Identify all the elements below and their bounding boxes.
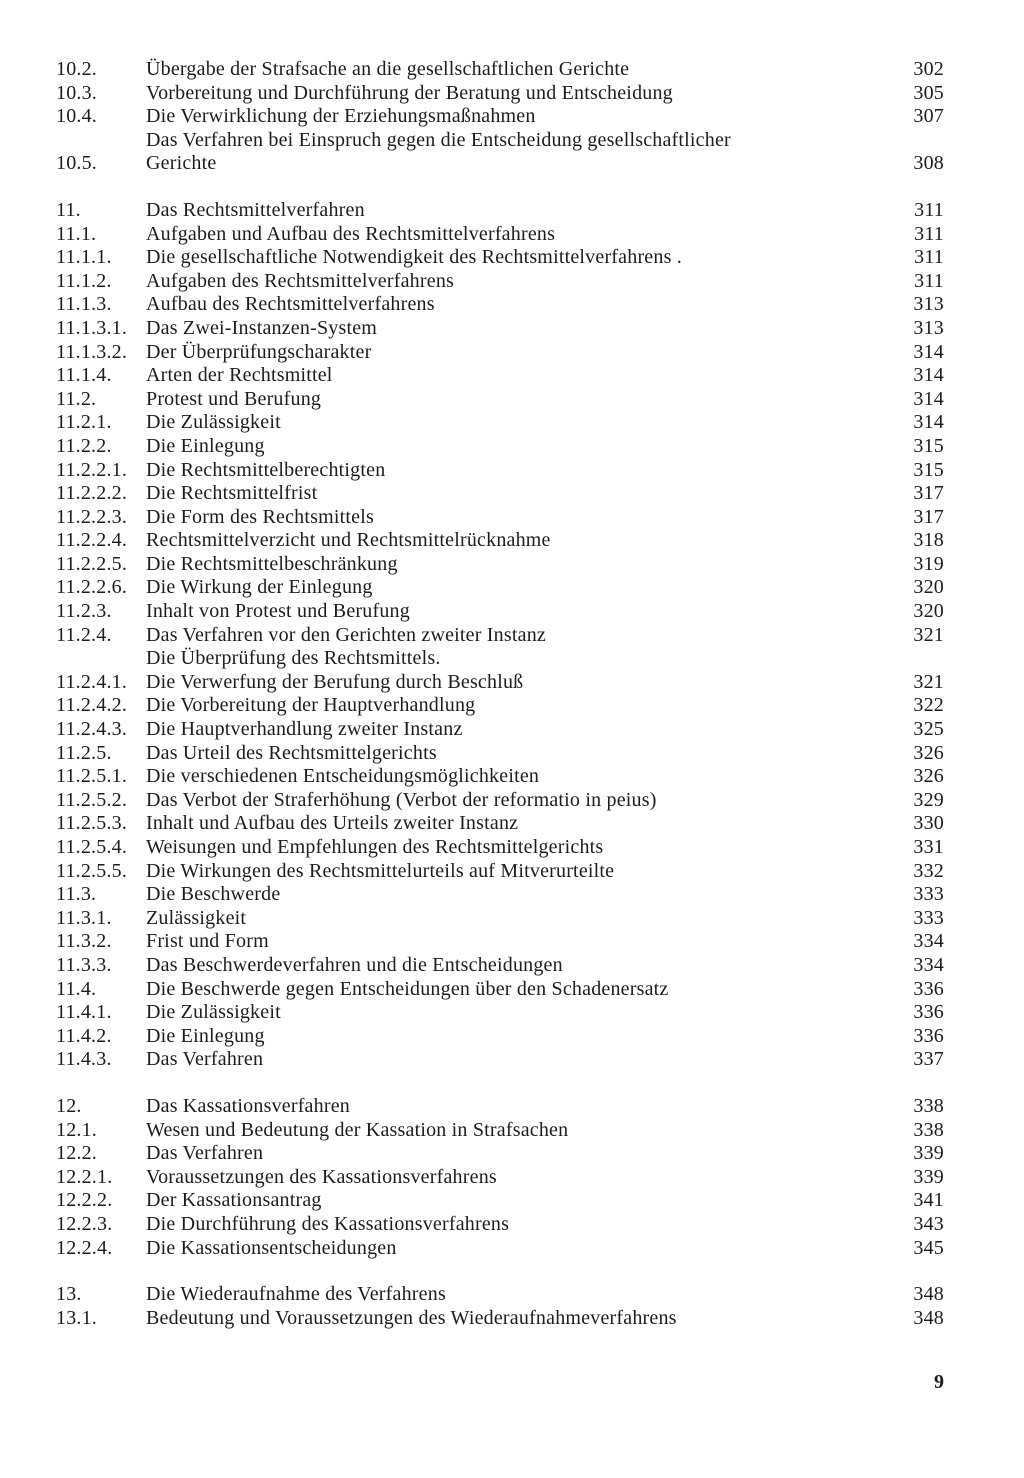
toc-entry-title-line: Die Wirkungen des Rechtsmittelurteils auf Mitverurteilte bbox=[146, 859, 615, 882]
toc-entry-page: 339 bbox=[913, 1165, 944, 1188]
toc-entry-title bbox=[146, 270, 884, 294]
toc-entry-number: 11.3. bbox=[56, 883, 97, 906]
toc-entry-title bbox=[146, 459, 884, 483]
toc-entry bbox=[56, 270, 956, 294]
toc-entry-number: 11.1.3.1. bbox=[56, 316, 128, 339]
toc-entry-page: 321 bbox=[913, 623, 944, 646]
toc-entry-page: 329 bbox=[913, 788, 944, 811]
toc-entry-title bbox=[146, 1048, 884, 1072]
toc-entry-title-line: Die Einlegung bbox=[146, 1024, 265, 1047]
toc-entry-title-line: Die verschiedenen Entscheidungsmöglichkeiten bbox=[146, 765, 540, 788]
toc-entry-title bbox=[146, 553, 884, 577]
toc-entry-title-line: Das Urteil des Rechtsmittelgerichts bbox=[146, 741, 437, 764]
toc-entry-page: 326 bbox=[913, 765, 944, 788]
toc-entry-page: 341 bbox=[913, 1189, 944, 1212]
toc-entry-title-line: Die Wiederaufnahme des Verfahrens bbox=[146, 1283, 446, 1306]
toc-section-12 bbox=[56, 1095, 956, 1260]
toc-entry-title bbox=[146, 1237, 884, 1261]
toc-entry-title bbox=[146, 105, 884, 129]
toc-entry-title-line: Das Verfahren vor den Gerichten zweiter Instanz bbox=[146, 623, 546, 646]
toc-entry-number: 11.2.2.6. bbox=[56, 576, 128, 599]
toc-entry-page: 334 bbox=[913, 930, 944, 953]
toc-entry-title bbox=[146, 907, 884, 931]
toc-entry-number: 11.2.3. bbox=[56, 600, 112, 623]
toc-entry-number: 11.4.1. bbox=[56, 1001, 112, 1024]
toc-entry-title-line: Die Verwerfung der Berufung durch Beschluß bbox=[146, 670, 524, 693]
toc-entry-number: 11.2. bbox=[56, 387, 97, 410]
toc-entry bbox=[56, 553, 956, 577]
toc-entry bbox=[56, 1119, 956, 1143]
toc-entry-number: 11.2.1. bbox=[56, 411, 112, 434]
toc-entry bbox=[56, 317, 956, 341]
toc-entry-page: 305 bbox=[913, 81, 944, 104]
toc-entry-title bbox=[146, 246, 884, 270]
toc-entry-title bbox=[146, 1189, 884, 1213]
toc-entry-number: 11.2.5.2. bbox=[56, 788, 128, 811]
toc-entry-title bbox=[146, 341, 884, 365]
toc-entry-page: 315 bbox=[913, 458, 944, 481]
toc-entry-page: 313 bbox=[913, 316, 944, 339]
toc-entry-title-line: Übergabe der Strafsache an die gesellschaftlichen Gerichte bbox=[146, 58, 630, 80]
toc-entry bbox=[56, 930, 956, 954]
toc-entry-number: 11.2.2.2. bbox=[56, 482, 128, 505]
toc-entry-title-line: Zulässigkeit bbox=[146, 906, 247, 929]
toc-entry-title-line: Das Beschwerdeverfahren und die Entscheidungen bbox=[146, 953, 563, 976]
toc-entry-number: 12.2.4. bbox=[56, 1236, 113, 1259]
toc-entry-number: 11.2.2.4. bbox=[56, 529, 128, 552]
toc-entry-number: 10.4. bbox=[56, 105, 97, 128]
toc-entry-title-line: Das Verfahren bbox=[146, 1048, 264, 1071]
toc-entry-title bbox=[146, 742, 884, 766]
toc-entry-title-line: Die Hauptverhandlung zweiter Instanz bbox=[146, 718, 463, 741]
toc-entry-title-line: Die Verwirklichung der Erziehungsmaßnahmen bbox=[146, 105, 536, 128]
toc-entry-title bbox=[146, 129, 884, 176]
toc-entry bbox=[56, 694, 956, 718]
toc-entry bbox=[56, 58, 956, 82]
toc-entry-title-line: Weisungen und Empfehlungen des Rechtsmittelgerichts bbox=[146, 836, 604, 858]
toc-entry-page: 332 bbox=[913, 859, 944, 882]
toc-entry-title bbox=[146, 1283, 884, 1307]
toc-entry-number: 11.4. bbox=[56, 977, 97, 1000]
toc-entry bbox=[56, 576, 956, 600]
section-spacer bbox=[56, 176, 956, 199]
toc-entry bbox=[56, 812, 956, 836]
toc-entry-title bbox=[146, 506, 884, 530]
toc-entry bbox=[56, 459, 956, 483]
toc-entry-page: 302 bbox=[913, 58, 944, 80]
toc-entry-page: 333 bbox=[913, 906, 944, 929]
toc-entry-title-line: Die gesellschaftliche Notwendigkeit des Rechtsmittelverfahrens . bbox=[146, 246, 682, 269]
toc-entry-number: 11.1. bbox=[56, 222, 97, 245]
toc-entry-title-line: Das Verbot der Straferhöhung (Verbot der reformatio in peius) bbox=[146, 788, 657, 811]
toc-entry bbox=[56, 860, 956, 884]
toc-entry-title bbox=[146, 860, 884, 884]
toc-entry-number: 12. bbox=[56, 1094, 82, 1117]
toc-entry bbox=[56, 246, 956, 270]
toc-entry-title-line: Das Rechtsmittelverfahren bbox=[146, 198, 365, 221]
toc-entry-page: 333 bbox=[913, 883, 944, 906]
toc-entry-number: 12.1. bbox=[56, 1118, 97, 1141]
toc-entry-number: 11.2.2. bbox=[56, 434, 112, 457]
toc-entry bbox=[56, 223, 956, 247]
toc-entry-page: 337 bbox=[913, 1048, 944, 1071]
toc-entry-page: 338 bbox=[913, 1118, 944, 1141]
toc-entry-title bbox=[146, 529, 884, 553]
toc-entry bbox=[56, 411, 956, 435]
toc-entry-title-line: Aufbau des Rechtsmittelverfahrens bbox=[146, 293, 435, 316]
page-number: 9 bbox=[934, 1371, 944, 1393]
toc-entry-page: 311 bbox=[914, 198, 944, 221]
toc-entry-title bbox=[146, 1095, 884, 1119]
table-of-contents bbox=[56, 58, 956, 1330]
toc-entry-title-line: Der Kassationsantrag bbox=[146, 1189, 322, 1212]
toc-entry-page: 311 bbox=[914, 269, 944, 292]
toc-entry-number: 11.1.2. bbox=[56, 269, 112, 292]
toc-entry-page: 336 bbox=[913, 1024, 944, 1047]
toc-entry-title bbox=[146, 1166, 884, 1190]
toc-entry bbox=[56, 341, 956, 365]
toc-entry-title bbox=[146, 647, 884, 694]
toc-entry-title bbox=[146, 364, 884, 388]
toc-entry-page: 317 bbox=[913, 505, 944, 528]
toc-entry-number: 11.2.5.1. bbox=[56, 765, 128, 788]
toc-entry-number: 11.4.2. bbox=[56, 1024, 112, 1047]
toc-entry-title bbox=[146, 1213, 884, 1237]
toc-entry-title bbox=[146, 82, 884, 106]
toc-entry bbox=[56, 978, 956, 1002]
toc-entry-title bbox=[146, 293, 884, 317]
toc-section-11 bbox=[56, 199, 956, 1072]
toc-entry-title-line: Voraussetzungen des Kassationsverfahrens bbox=[146, 1165, 497, 1188]
toc-entry-number: 11.1.3. bbox=[56, 293, 112, 316]
toc-entry-title bbox=[146, 930, 884, 954]
toc-entry-number: 13. bbox=[56, 1283, 82, 1306]
toc-entry-page: 311 bbox=[914, 222, 944, 245]
toc-entry-title-line: Das Kassationsverfahren bbox=[146, 1094, 350, 1117]
toc-entry-number: 12.2.3. bbox=[56, 1212, 113, 1235]
toc-entry bbox=[56, 765, 956, 789]
toc-entry bbox=[56, 624, 956, 648]
toc-entry-number: 10.5. bbox=[56, 152, 97, 175]
section-spacer bbox=[56, 1072, 956, 1095]
toc-entry-title bbox=[146, 1001, 884, 1025]
toc-entry-page: 320 bbox=[913, 600, 944, 623]
toc-entry-title-line: Die Rechtsmittelberechtigten bbox=[146, 458, 386, 481]
toc-entry bbox=[56, 907, 956, 931]
toc-entry-title-line: Der Überprüfungscharakter bbox=[146, 340, 372, 363]
toc-entry-title-line: Die Zulässigkeit bbox=[146, 411, 281, 434]
toc-entry bbox=[56, 435, 956, 459]
toc-entry-title bbox=[146, 600, 884, 624]
toc-entry-number: 11.2.4. bbox=[56, 623, 112, 646]
toc-entry-number: 11.2.2.5. bbox=[56, 552, 128, 575]
toc-entry-number: 11.2.2.1. bbox=[56, 458, 128, 481]
toc-entry-title-line: Wesen und Bedeutung der Kassation in Strafsachen bbox=[146, 1118, 569, 1141]
toc-entry-title-line: Arten der Rechtsmittel bbox=[146, 364, 333, 387]
toc-entry-page: 313 bbox=[913, 293, 944, 316]
toc-entry-title-line: Gerichte bbox=[146, 152, 217, 175]
toc-entry-title-line: Das Zwei-Instanzen-System bbox=[146, 316, 378, 339]
toc-entry-title bbox=[146, 223, 884, 247]
toc-entry-page: 334 bbox=[913, 953, 944, 976]
toc-entry-title-line: Die Kassationsentscheidungen bbox=[146, 1236, 397, 1259]
toc-entry-page: 308 bbox=[913, 152, 944, 175]
toc-entry-number: 11.3.2. bbox=[56, 930, 112, 953]
toc-entry-title bbox=[146, 58, 884, 82]
toc-entry-title-line: Die Durchführung des Kassationsverfahrens bbox=[146, 1212, 510, 1235]
toc-entry-title bbox=[146, 836, 884, 860]
toc-entry-title-line: Inhalt und Aufbau des Urteils zweiter Instanz bbox=[146, 812, 519, 835]
toc-entry-title-line: Die Überprüfung des Rechtsmittels. bbox=[146, 647, 441, 670]
toc-entry-title-line: Die Rechtsmittelfrist bbox=[146, 482, 318, 505]
toc-entry-title bbox=[146, 411, 884, 435]
toc-entry bbox=[56, 742, 956, 766]
toc-entry-page: 343 bbox=[913, 1212, 944, 1235]
toc-section-10 bbox=[56, 58, 956, 176]
toc-entry-number: 11.2.5.5. bbox=[56, 859, 128, 882]
toc-entry-page: 317 bbox=[913, 482, 944, 505]
toc-entry-page: 311 bbox=[914, 246, 944, 269]
toc-entry-page: 320 bbox=[913, 576, 944, 599]
toc-entry-page: 348 bbox=[913, 1283, 944, 1306]
toc-entry bbox=[56, 388, 956, 412]
toc-section-13 bbox=[56, 1283, 956, 1330]
toc-entry-number: 12.2.1. bbox=[56, 1165, 113, 1188]
toc-entry-title bbox=[146, 978, 884, 1002]
toc-entry-number: 11.2.5.4. bbox=[56, 836, 128, 858]
toc-entry bbox=[56, 1166, 956, 1190]
toc-entry-title bbox=[146, 576, 884, 600]
toc-entry bbox=[56, 789, 956, 813]
toc-entry-title-line: Protest und Berufung bbox=[146, 387, 322, 410]
toc-entry-title-line: Aufgaben und Aufbau des Rechtsmittelverfahrens bbox=[146, 222, 556, 245]
toc-entry bbox=[56, 1095, 956, 1119]
toc-entry bbox=[56, 482, 956, 506]
toc-entry-title bbox=[146, 812, 884, 836]
toc-entry-title bbox=[146, 435, 884, 459]
toc-entry-title-line: Die Wirkung der Einlegung bbox=[146, 576, 373, 599]
toc-entry bbox=[56, 1025, 956, 1049]
toc-entry bbox=[56, 600, 956, 624]
toc-entry-title bbox=[146, 1119, 884, 1143]
toc-entry-number: 12.2.2. bbox=[56, 1189, 113, 1212]
toc-entry-title bbox=[146, 694, 884, 718]
toc-entry bbox=[56, 105, 956, 129]
toc-entry-number: 13.1. bbox=[56, 1306, 97, 1329]
toc-entry bbox=[56, 1213, 956, 1237]
toc-entry bbox=[56, 1048, 956, 1072]
section-spacer bbox=[56, 1260, 956, 1283]
toc-entry bbox=[56, 1307, 956, 1331]
toc-entry-page: 348 bbox=[913, 1306, 944, 1329]
toc-entry-page: 339 bbox=[913, 1142, 944, 1165]
toc-entry-title bbox=[146, 482, 884, 506]
toc-entry-number: 11.2.5.3. bbox=[56, 812, 128, 835]
toc-entry-title bbox=[146, 1025, 884, 1049]
toc-entry bbox=[56, 1237, 956, 1261]
toc-entry-page: 321 bbox=[913, 670, 944, 693]
toc-entry-title bbox=[146, 765, 884, 789]
toc-entry-number: 11.1.3.2. bbox=[56, 340, 128, 363]
toc-entry-title-line: Das Verfahren bei Einspruch gegen die Entscheidung gesellschaftlicher bbox=[146, 128, 731, 151]
toc-entry-number: 11. bbox=[56, 198, 81, 221]
toc-entry bbox=[56, 82, 956, 106]
toc-entry bbox=[56, 364, 956, 388]
toc-entry-number: 11.2.4.1. bbox=[56, 670, 128, 693]
toc-entry-title-line: Die Vorbereitung der Hauptverhandlung bbox=[146, 694, 476, 717]
toc-entry-title bbox=[146, 1307, 884, 1331]
toc-entry-title-line: Bedeutung und Voraussetzungen des Wiederaufnahmeverfahrens bbox=[146, 1306, 677, 1329]
toc-entry bbox=[56, 718, 956, 742]
toc-entry bbox=[56, 954, 956, 978]
toc-entry bbox=[56, 1142, 956, 1166]
toc-entry-number: 11.3.3. bbox=[56, 953, 112, 976]
toc-entry-page: 314 bbox=[913, 387, 944, 410]
toc-entry-number: 11.2.2.3. bbox=[56, 505, 128, 528]
toc-entry bbox=[56, 1001, 956, 1025]
toc-entry-title bbox=[146, 317, 884, 341]
toc-entry-number: 11.4.3. bbox=[56, 1048, 112, 1071]
toc-entry-page: 307 bbox=[913, 105, 944, 128]
toc-entry-page: 345 bbox=[913, 1236, 944, 1259]
toc-entry-page: 326 bbox=[913, 741, 944, 764]
toc-entry-title bbox=[146, 954, 884, 978]
toc-entry-title bbox=[146, 789, 884, 813]
toc-entry-title bbox=[146, 883, 884, 907]
toc-entry-page: 331 bbox=[913, 836, 944, 858]
toc-entry-page: 338 bbox=[913, 1094, 944, 1117]
toc-entry bbox=[56, 1189, 956, 1213]
toc-entry-number: 11.3.1. bbox=[56, 906, 112, 929]
toc-entry-page: 322 bbox=[913, 694, 944, 717]
toc-entry-page: 318 bbox=[913, 529, 944, 552]
toc-entry-title bbox=[146, 388, 884, 412]
toc-entry bbox=[56, 129, 956, 176]
toc-entry-number: 11.1.4. bbox=[56, 364, 112, 387]
toc-entry-page: 314 bbox=[913, 364, 944, 387]
toc-entry-title bbox=[146, 624, 884, 648]
toc-entry-title-line: Inhalt von Protest und Berufung bbox=[146, 600, 410, 623]
toc-entry-title bbox=[146, 718, 884, 742]
toc-entry-title-line: Frist und Form bbox=[146, 930, 269, 953]
toc-entry-number: 11.2.4.2. bbox=[56, 694, 128, 717]
toc-entry-title-line: Aufgaben des Rechtsmittelverfahrens bbox=[146, 269, 455, 292]
toc-entry-page: 325 bbox=[913, 718, 944, 741]
toc-entry-number: 11.1.1. bbox=[56, 246, 112, 269]
toc-entry-title-line: Vorbereitung und Durchführung der Beratung und Entscheidung bbox=[146, 81, 673, 104]
toc-entry-number: 10.3. bbox=[56, 81, 97, 104]
toc-entry-number: 12.2. bbox=[56, 1142, 97, 1165]
toc-entry-page: 314 bbox=[913, 340, 944, 363]
toc-entry-number: 10.2. bbox=[56, 58, 97, 80]
toc-entry-page: 315 bbox=[913, 434, 944, 457]
toc-entry-title-line: Die Zulässigkeit bbox=[146, 1001, 281, 1024]
toc-entry-page: 336 bbox=[913, 1001, 944, 1024]
toc-entry-number: 11.2.5. bbox=[56, 741, 112, 764]
toc-entry bbox=[56, 293, 956, 317]
toc-entry-title-line: Rechtsmittelverzicht und Rechtsmittelrücknahme bbox=[146, 529, 551, 552]
toc-entry-title-line: Die Einlegung bbox=[146, 434, 265, 457]
toc-entry-title-line: Das Verfahren bbox=[146, 1142, 264, 1165]
toc-entry bbox=[56, 506, 956, 530]
toc-entry-page: 319 bbox=[913, 552, 944, 575]
toc-entry-page: 330 bbox=[913, 812, 944, 835]
toc-entry bbox=[56, 883, 956, 907]
toc-entry bbox=[56, 1283, 956, 1307]
toc-entry bbox=[56, 529, 956, 553]
toc-entry bbox=[56, 836, 956, 860]
toc-entry-title bbox=[146, 1142, 884, 1166]
toc-entry-title-line: Die Beschwerde bbox=[146, 883, 281, 906]
toc-entry bbox=[56, 199, 956, 223]
toc-entry-title-line: Die Rechtsmittelbeschränkung bbox=[146, 552, 398, 575]
toc-entry-number: 11.2.4.3. bbox=[56, 718, 128, 741]
toc-entry-title bbox=[146, 199, 884, 223]
toc-entry bbox=[56, 647, 956, 694]
toc-entry-title-line: Die Form des Rechtsmittels bbox=[146, 505, 374, 528]
toc-entry-title-line: Die Beschwerde gegen Entscheidungen über den Schadenersatz bbox=[146, 977, 669, 1000]
toc-entry-page: 336 bbox=[913, 977, 944, 1000]
toc-entry-page: 314 bbox=[913, 411, 944, 434]
